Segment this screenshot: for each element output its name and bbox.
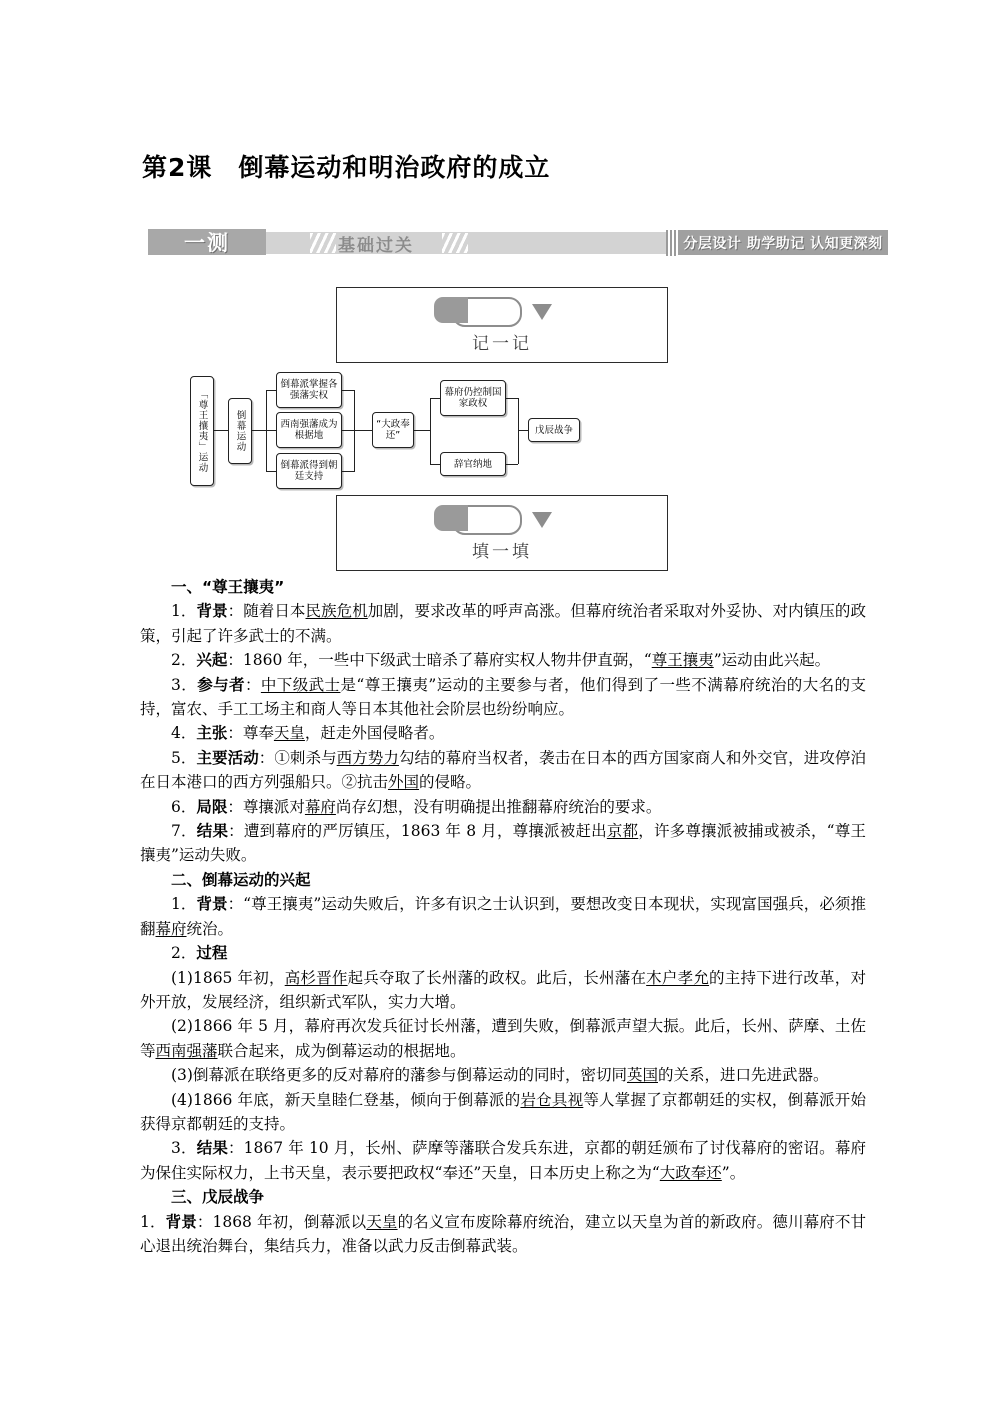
flow-connector xyxy=(342,430,354,431)
item-text: ，赶走外国侵略者。 xyxy=(304,724,445,743)
item-keyword: 天皇 xyxy=(273,724,305,743)
process-item xyxy=(140,1014,866,1063)
item-text: ”运动由此兴起。 xyxy=(713,651,831,670)
item-number: (2) xyxy=(171,1017,193,1036)
list-item xyxy=(140,746,866,795)
flow-connector xyxy=(266,430,276,431)
list-item xyxy=(140,599,866,648)
note-box-bottom-label: 填一填 xyxy=(472,541,532,562)
flow-node-cause3: 倒幕派得到朝廷支持 xyxy=(276,453,342,489)
item-text: ：①刺杀与 xyxy=(258,748,337,767)
note-box-top-label: 记一记 xyxy=(472,333,532,354)
item-keyword: 木户孝允 xyxy=(646,968,710,987)
item-keyword: 幕府 xyxy=(155,919,187,938)
pill-decoration xyxy=(452,505,552,535)
item-number: 3． xyxy=(171,675,198,694)
flow-connector xyxy=(266,471,276,472)
banner-stripe-divider-icon xyxy=(666,230,678,256)
item-keyword: 西南强藩 xyxy=(155,1041,218,1060)
body-content xyxy=(140,575,866,1258)
flow-connector xyxy=(342,390,354,391)
list-item xyxy=(140,941,866,965)
slash-decoration-left-icon xyxy=(310,233,336,253)
process-item xyxy=(140,1088,866,1137)
item-label: 结果 xyxy=(196,1139,229,1158)
section-heading: 一、“尊王攘夷” xyxy=(171,578,285,596)
item-label: 参与者 xyxy=(197,675,245,694)
item-label: 主张 xyxy=(196,724,228,743)
triangle-down-icon xyxy=(532,304,552,320)
item-keyword: 高杉晋作 xyxy=(284,968,348,987)
list-item xyxy=(140,1210,866,1259)
item-text: ：“尊王攘夷”运动失败后，许多有识之士认识到，要想改变日本现状，实现富国强兵，必须推翻 xyxy=(140,895,866,938)
banner-left-label: 一测 xyxy=(184,231,230,255)
item-keyword: 天皇 xyxy=(366,1212,398,1231)
item-keyword: 幕府 xyxy=(304,797,336,816)
item-number: 1． xyxy=(140,1212,166,1231)
item-number: 3． xyxy=(171,1139,197,1158)
flow-node-cause2: 西南强藩成为根据地 xyxy=(276,412,342,448)
flow-node-cause1: 倒幕派掌握各强藩实权 xyxy=(276,372,342,408)
item-number: (3) xyxy=(171,1066,193,1085)
flow-node-movement: 「尊王攘夷」运动 xyxy=(190,376,214,486)
banner-left-block xyxy=(148,229,266,255)
item-text: 尚存幻想，没有明确提出推翻幕府统治的要求。 xyxy=(335,797,662,816)
list-item xyxy=(140,673,866,722)
item-text: ：随着日本 xyxy=(227,602,306,621)
item-keyword: 大政奉还 xyxy=(659,1163,722,1182)
process-item xyxy=(140,1063,866,1087)
item-number: 7． xyxy=(171,822,197,841)
item-keyword: 京都 xyxy=(606,822,639,841)
item-text: 的关系，进口先进武器。 xyxy=(658,1066,829,1085)
item-text: 是“尊王攘夷”运动的主要参与者，他们得到了一些不满幕府统治的大名的支持，富农、手工工场主和商人等日本其他社会阶层也纷纷响应。 xyxy=(140,675,866,719)
flow-connector xyxy=(506,464,518,465)
banner-middle-block xyxy=(266,232,670,254)
item-keyword: 西方势力 xyxy=(336,748,399,767)
triangle-down-icon xyxy=(532,512,552,528)
item-text: 等人掌握了京都朝廷的实权，倒幕派开始获得京都朝廷的支持。 xyxy=(140,1090,866,1133)
flow-node-result2: 辞官纳地 xyxy=(440,452,506,476)
flow-connector xyxy=(430,398,440,399)
flow-node-war: 戊辰战争 xyxy=(528,418,580,442)
item-label: 结果 xyxy=(196,822,229,841)
item-text: 1866 年 5 月，幕府再次发兵征讨长州藩，遭到失败，倒幕派声望大振。此后，长州、萨摩、土佐等 xyxy=(140,1017,866,1060)
item-number: 2． xyxy=(171,944,197,963)
banner-middle-label: 基础过关 xyxy=(338,235,414,256)
banner-right-block xyxy=(678,230,888,255)
item-number: (1) xyxy=(171,968,193,987)
flow-connector xyxy=(252,430,266,431)
flow-connector xyxy=(430,464,440,465)
item-number: 1． xyxy=(171,895,197,914)
pill-icon xyxy=(452,505,522,535)
item-text: ：1860 年，一些中下级武士暗杀了幕府实权人物井伊直弼，“ xyxy=(227,651,652,670)
item-keyword: 英国 xyxy=(626,1066,658,1085)
note-box-tianyitian xyxy=(336,495,668,571)
section-banner xyxy=(148,229,888,259)
item-number: 6． xyxy=(171,797,197,816)
item-text: ：遭到幕府的严厉镇压，1863 年 8 月，尊攘派被赶出 xyxy=(228,822,607,841)
flow-connector xyxy=(342,471,354,472)
page-title: 第2课 倒幕运动和明治政府的成立 xyxy=(142,153,551,182)
banner-right-label: 分层设计 助学助记 认知更深刻 xyxy=(683,235,883,252)
item-label: 背景 xyxy=(196,602,228,621)
item-label: 局限 xyxy=(196,797,228,816)
list-item xyxy=(140,648,866,672)
list-item xyxy=(140,795,866,819)
slash-decoration-right-icon xyxy=(442,233,468,253)
flow-connector xyxy=(354,430,372,431)
item-text: ，许多尊攘派被捕或被杀，“尊王攘夷”运动失败。 xyxy=(140,822,866,865)
item-number: 4． xyxy=(171,724,197,743)
item-label: 背景 xyxy=(196,895,228,914)
list-item xyxy=(140,721,866,745)
section-heading: 三、戊辰战争 xyxy=(171,1188,265,1207)
item-text: ：1867 年 10 月，长州、萨摩等藩联合发兵东进，京都的朝廷颁布了讨伐幕府的密诏。幕府为保住实际权力，上书天皇，表示要把政权“奉还”天皇，日本历史上称之为“ xyxy=(140,1139,866,1182)
item-keyword: 岩仓具视 xyxy=(520,1090,584,1109)
item-text: ：1868 年初，倒幕派以 xyxy=(196,1212,367,1231)
item-number: 1． xyxy=(171,602,197,621)
flowchart xyxy=(148,370,588,492)
item-text: ：尊攘派对 xyxy=(227,797,305,816)
item-text: 联合起来，成为倒幕运动的根据地。 xyxy=(217,1041,466,1060)
flow-connector xyxy=(518,430,528,431)
section-heading: 二、倒幕运动的兴起 xyxy=(171,870,311,889)
pill-icon xyxy=(452,297,522,327)
item-text: 统治。 xyxy=(186,919,234,938)
item-text: ： xyxy=(244,675,261,694)
item-number: (4) xyxy=(171,1090,193,1109)
item-text: 加剧，要求改革的呼声高涨。但幕府统治者采取对外妥协、对内镇压的政策，引起了许多武士的不满。 xyxy=(140,602,866,645)
flow-connector xyxy=(266,390,276,391)
flow-connector xyxy=(430,398,431,464)
flow-connector xyxy=(506,398,518,399)
item-keyword: 民族危机 xyxy=(305,602,368,621)
item-label: 主要活动 xyxy=(196,748,259,767)
list-item xyxy=(140,892,866,941)
item-text: 起兵夺取了长州藩的政权。此后，长州藩在 xyxy=(347,968,647,987)
item-text: ：尊奉 xyxy=(227,724,274,743)
item-label: 过程 xyxy=(196,944,228,963)
item-number: 5． xyxy=(171,748,197,767)
item-keyword: 外国 xyxy=(388,773,420,792)
flow-connector xyxy=(214,430,228,431)
item-number: 2． xyxy=(171,651,197,670)
item-text: 的侵略。 xyxy=(419,773,482,792)
item-text: 1865 年初， xyxy=(192,968,285,987)
item-text: ”。 xyxy=(721,1163,746,1182)
item-text: 1866 年底，新天皇睦仁登基，倾向于倒幕派的 xyxy=(192,1090,521,1109)
list-item xyxy=(140,1136,866,1185)
flow-connector xyxy=(414,430,430,431)
item-label: 背景 xyxy=(165,1212,197,1231)
item-text: 的主持下进行改革，对外开放，发展经济，组织新式军队，实力大增。 xyxy=(140,968,866,1011)
item-text: 的名义宣布废除幕府统治，建立以天皇为首的新政府。德川幕府不甘心退出统治舞台，集结兵力，准备以武力反击倒幕武装。 xyxy=(140,1212,866,1255)
flow-node-result1: 幕府仍控制国家政权 xyxy=(440,380,506,416)
item-keyword: 尊王攘夷 xyxy=(651,651,714,670)
process-item xyxy=(140,966,866,1015)
list-item xyxy=(140,819,866,868)
note-box-jiyiji xyxy=(336,287,668,363)
item-keyword: 中下级武士 xyxy=(260,675,341,694)
pill-decoration xyxy=(452,297,552,327)
item-text: 勾结的幕府当权者，袭击在日本的西方国家商人和外交官，进攻停泊在日本港口的西方列强船只。②抗击 xyxy=(140,748,866,792)
flow-node-taisei: “大政奉还” xyxy=(372,412,414,448)
flow-node-daomu: 倒幕运动 xyxy=(228,398,252,464)
item-label: 兴起 xyxy=(196,651,228,670)
item-text: 倒幕派在联络更多的反对幕府的藩参与倒幕运动的同时，密切同 xyxy=(192,1066,627,1085)
